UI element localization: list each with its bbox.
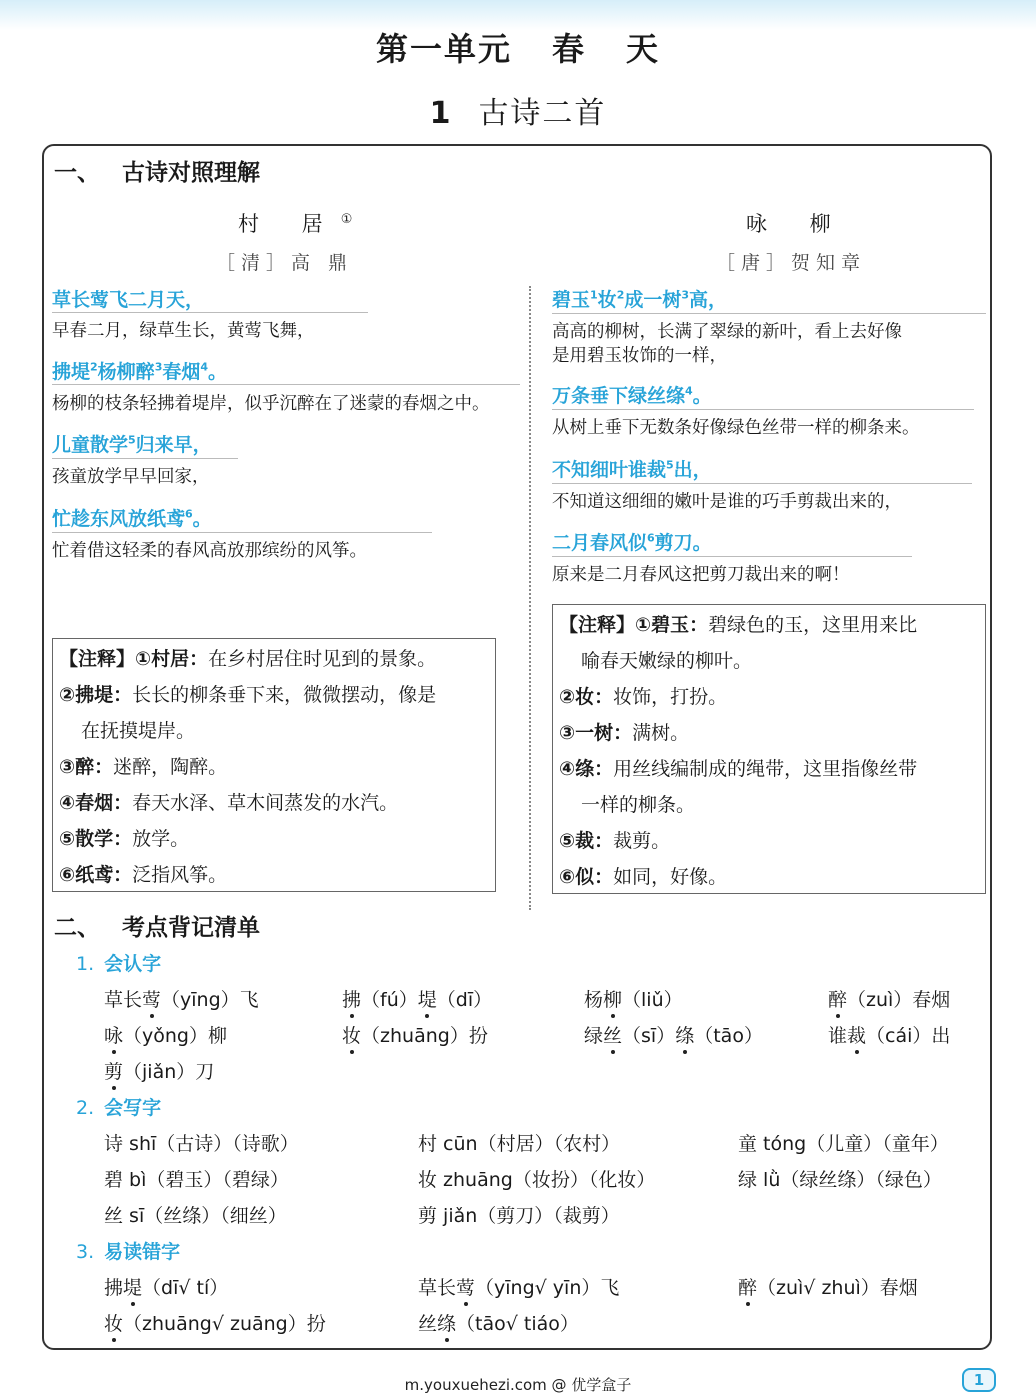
recognize-item: 剪（jiǎn）刀 <box>104 1057 214 1084</box>
poem-1-translation-2: 杨柳的枝条轻拂着堤岸，似乎沉醉在了迷蒙的春烟之中。 <box>52 394 490 414</box>
poem-2-author: ［唐］贺知章 <box>716 252 867 274</box>
write-item: 妆 zhuāng（妆扮）（化妆） <box>418 1169 656 1191</box>
recognize-item: 谁裁（cái）出 <box>828 1021 950 1048</box>
column-divider <box>529 286 531 910</box>
section-title: 考点背记清单 <box>122 915 260 941</box>
poem-2-translation-4: 原来是二月春风这把剪刀裁出来的啊！ <box>552 565 850 585</box>
poem-1-translation-1: 早春二月，绿草生长，黄莺飞舞， <box>52 321 315 341</box>
line-rule <box>552 409 974 410</box>
poem-2-translation-1a: 高高的柳树，长满了翠绿的新叶，看上去好像 <box>552 322 902 342</box>
poem-2-notes <box>552 604 986 894</box>
note-item: ④春烟：春天水泽、草木间蒸发的水汽。 <box>59 792 399 814</box>
line-rule <box>552 556 912 557</box>
note-item: 【注释】①碧玉：碧绿色的玉，这里用来比 <box>559 614 918 636</box>
poem-1-translation-4: 忙着借这轻柔的春风高放那缤纷的风筝。 <box>52 541 367 561</box>
line-rule <box>52 532 432 533</box>
poem-1-line-4: 忙趁东风放纸鸢$^6$。 <box>52 507 212 530</box>
poem-title-mark: ① <box>340 212 353 227</box>
write-item: 碧 bì（碧玉）（碧绿） <box>104 1169 289 1191</box>
note-item: ②妆：妆饰，打扮。 <box>559 686 728 708</box>
misread-item: 丝绦（tāo√ tiáo） <box>418 1309 579 1336</box>
poem-2-title <box>746 208 849 238</box>
recognize-item: 拂（fú）堤（dī） <box>342 985 492 1012</box>
poem-1-translation-3: 孩童放学早早回家， <box>52 467 210 487</box>
note-item: ⑥似：如同，好像。 <box>559 866 728 888</box>
poem-1-title <box>238 208 352 238</box>
note-item: ⑤裁：裁剪。 <box>559 830 671 852</box>
note-item: ③一树：满树。 <box>559 722 690 744</box>
poem-1-notes <box>52 638 496 892</box>
write-item: 丝 sī（丝绦）（细丝） <box>104 1205 287 1227</box>
note-item: ⑥纸鸢：泛指风筝。 <box>59 864 228 886</box>
note-item: 【注释】①村居：在乡村居住时见到的景象。 <box>59 648 437 670</box>
page-number-badge: 1 <box>962 1368 996 1392</box>
note-item: 在抚摸堤岸。 <box>81 720 196 742</box>
lesson-title <box>0 88 1036 132</box>
recognize-item: 醉（zuì）春烟 <box>828 985 950 1012</box>
poem-2-translation-2: 从树上垂下无数条好像绿色丝带一样的柳条来。 <box>552 418 920 438</box>
poem-2-line-2: 万条垂下绿丝绦$^4$。 <box>552 384 712 407</box>
line-rule <box>52 312 368 313</box>
misread-item: 草长莺（yīng√ yīn）飞 <box>418 1273 619 1300</box>
recognize-item: 绿丝（sī）绦（tāo） <box>584 1021 763 1048</box>
unit-theme-char-2: 天 <box>626 30 661 68</box>
write-item: 童 tóng（儿童）（童年） <box>738 1133 949 1155</box>
note-item: ⑤散学：放学。 <box>59 828 190 850</box>
note-item: 喻春天嫩绿的柳叶。 <box>581 650 753 672</box>
poem-2-line-4: 二月春风似$^6$剪刀。 <box>552 531 712 554</box>
section-index: 二、 <box>54 915 100 941</box>
subsection-recognize: 1. 会认字 <box>76 953 162 975</box>
misread-item: 醉（zuì√ zhuì）春烟 <box>738 1273 918 1300</box>
poem-2-translation-1b: 是用碧玉妆饰的一样， <box>552 346 727 366</box>
lesson-name: 古诗二首 <box>478 96 607 131</box>
line-rule <box>52 384 520 385</box>
note-item: ③醉：迷醉，陶醉。 <box>59 756 228 778</box>
subsection-write: 2. 会写字 <box>76 1097 162 1119</box>
poem-2-translation-3: 不知道这细细的嫩叶是谁的巧手剪裁出来的， <box>552 492 902 512</box>
note-item: ④绦：用丝线编制成的绳带，这里指像丝带 <box>559 758 918 780</box>
section-2-heading <box>54 909 260 942</box>
recognize-item: 妆（zhuāng）扮 <box>342 1021 488 1048</box>
recognize-item: 咏（yǒng）柳 <box>104 1021 227 1048</box>
misread-item: 拂堤（dī√ tí） <box>104 1273 228 1300</box>
footer-source: m.youxuehezi.com @ 优学盒子 <box>404 1376 632 1394</box>
recognize-item: 草长莺（yīng）飞 <box>104 985 259 1012</box>
unit-name: 第一单元 <box>375 30 512 68</box>
write-item: 剪 jiǎn（剪刀）（裁剪） <box>418 1205 620 1227</box>
poem-1-line-2: 拂堤$^2$杨柳醉$^3$春烟$^4$。 <box>52 360 228 383</box>
line-rule <box>52 458 238 459</box>
poem-2-line-3: 不知细叶谁裁$^5$出， <box>552 458 712 481</box>
write-item: 村 cūn（村居）（农村） <box>418 1133 621 1155</box>
section-1-heading <box>54 154 260 187</box>
line-rule <box>552 483 972 484</box>
write-item: 绿 lǜ（绿丝绦）（绿色） <box>738 1169 942 1191</box>
poem-title-text: 咏 柳 <box>746 212 849 236</box>
unit-title <box>0 24 1036 70</box>
poem-1-line-1: 草长莺飞二月天， <box>52 289 205 311</box>
note-item: 一样的柳条。 <box>581 794 696 816</box>
poem-2-line-1: 碧玉$^1$妆$^2$成一树$^3$高， <box>552 288 728 311</box>
write-item: 诗 shī（古诗）（诗歌） <box>104 1133 299 1155</box>
subsection-misread: 3. 易读错字 <box>76 1241 181 1263</box>
recognize-item: 杨柳（liǔ） <box>584 985 683 1012</box>
poem-title-text: 村 居 <box>238 212 341 236</box>
poem-1-line-3: 儿童散学$^5$归来早， <box>52 433 212 456</box>
lesson-number: 1 <box>429 96 453 131</box>
poem-1-author: ［清］高 鼎 <box>216 252 354 274</box>
section-title: 古诗对照理解 <box>122 160 260 186</box>
note-item: ②拂堤：长长的柳条垂下来，微微摆动，像是 <box>59 684 437 706</box>
misread-item: 妆（zhuāng√ zuāng）扮 <box>104 1309 326 1336</box>
unit-theme-char-1: 春 <box>551 30 586 68</box>
line-rule <box>552 313 986 314</box>
section-index: 一、 <box>54 160 100 186</box>
